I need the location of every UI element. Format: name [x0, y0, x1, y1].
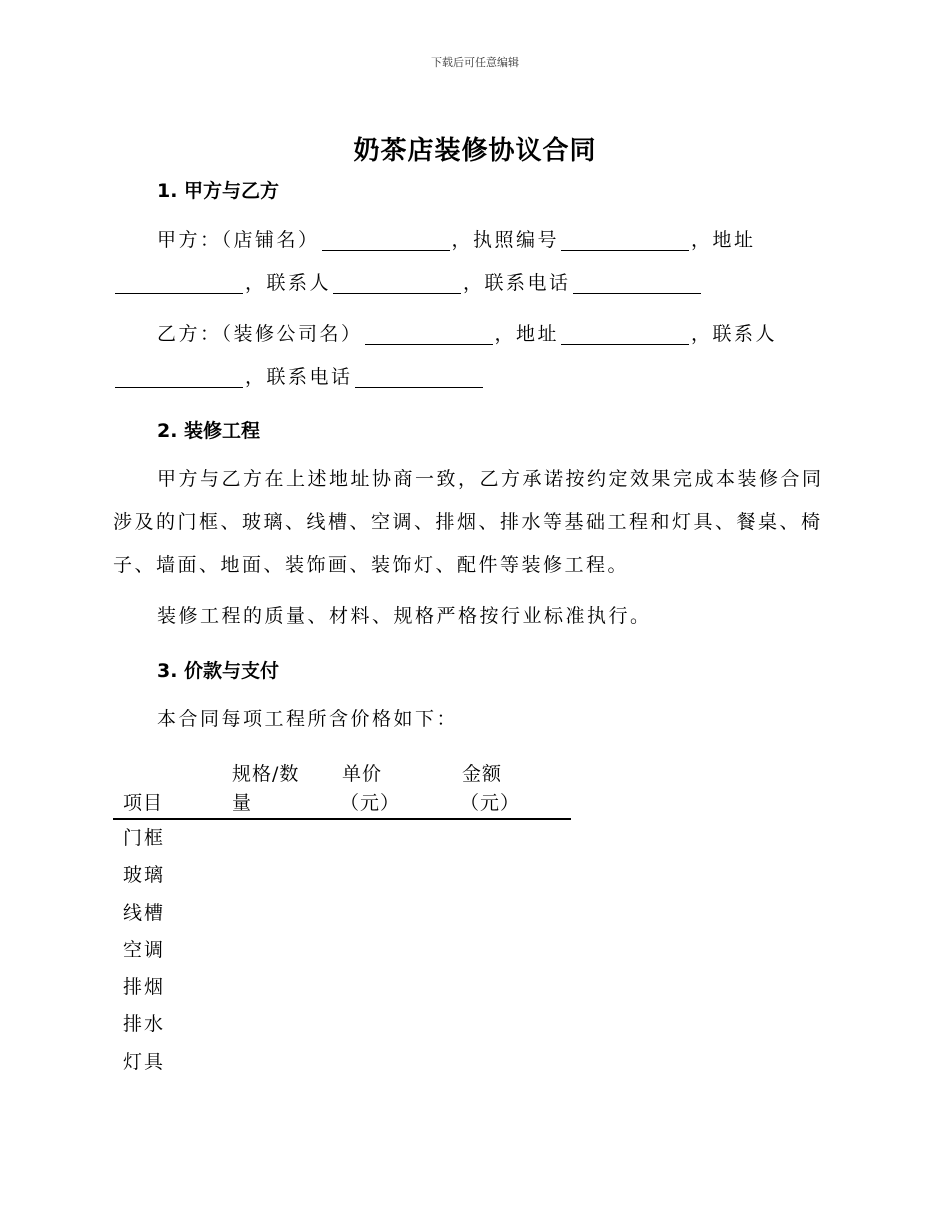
header-amount-line2: （元） — [460, 792, 521, 814]
table-row: 灯具 — [123, 1050, 166, 1073]
table-row: 排烟 — [123, 976, 166, 999]
license-number-blank[interactable] — [561, 230, 689, 251]
party-a-phone-label: ，联系电话 — [463, 272, 571, 294]
section-1-heading: 1. 甲方与乙方 — [157, 180, 280, 202]
document-title: 奶茶店装修协议合同 — [353, 136, 597, 166]
party-b-phone-label: ，联系电话 — [245, 366, 353, 388]
header-amount-line1: 金额 — [462, 763, 503, 785]
party-a-address-blank[interactable] — [115, 273, 243, 294]
license-label: ，执照编号 — [451, 229, 560, 251]
header-item: 项目 — [123, 792, 164, 814]
price-table — [113, 760, 571, 1081]
party-b-address-label: ，地址 — [494, 323, 560, 345]
party-a-address-label: ，地址 — [691, 229, 756, 251]
table-row: 门框 — [123, 827, 166, 849]
party-b-contact-blank[interactable] — [115, 367, 243, 388]
party-a-contact-label: ，联系人 — [245, 272, 332, 294]
table-row: 空调 — [123, 938, 166, 961]
party-b-label: 乙方：（装修公司名） — [157, 323, 363, 345]
party-b-contact-label: ，联系人 — [691, 323, 778, 345]
section-2-paragraph-1: 甲方与乙方在上述地址协商一致，乙方承诺按约定效果完成本装修合同涉及的门框、玻璃、线槽、空调、排烟、排水等基础工程和灯具、餐桌、椅子、墙面、地面、装饰画、装饰灯、配件等装修工程。 — [113, 468, 824, 576]
party-b-address-blank[interactable] — [561, 324, 689, 345]
price-table-header — [113, 760, 571, 820]
section-2-paragraph-2: 装修工程的质量、材料、规格严格按行业标准执行。 — [157, 605, 652, 627]
header-spec-line1: 规格/数 — [232, 763, 300, 785]
company-name-blank[interactable] — [365, 324, 493, 345]
party-b-phone-blank[interactable] — [355, 367, 483, 388]
table-row: 排水 — [123, 1013, 166, 1036]
party-b-paragraph — [113, 313, 835, 399]
party-a-phone-blank[interactable] — [573, 273, 701, 294]
header-note: 下载后可任意编辑 — [431, 56, 519, 69]
section-3-heading: 3. 价款与支付 — [157, 660, 280, 682]
party-a-contact-blank[interactable] — [333, 273, 461, 294]
price-table-body — [113, 820, 571, 1081]
store-name-blank[interactable] — [322, 230, 450, 251]
header-price-line2: （元） — [340, 792, 401, 814]
party-a-paragraph — [113, 219, 835, 305]
header-spec-line2: 量 — [232, 792, 253, 814]
table-row: 玻璃 — [123, 864, 166, 887]
party-a-label: 甲方：（店铺名） — [157, 229, 320, 251]
table-row: 线槽 — [123, 901, 166, 924]
section-3-intro: 本合同每项工程所含价格如下： — [157, 708, 459, 730]
header-price-line1: 单价 — [342, 763, 383, 785]
section-2-heading: 2. 装修工程 — [157, 420, 261, 442]
